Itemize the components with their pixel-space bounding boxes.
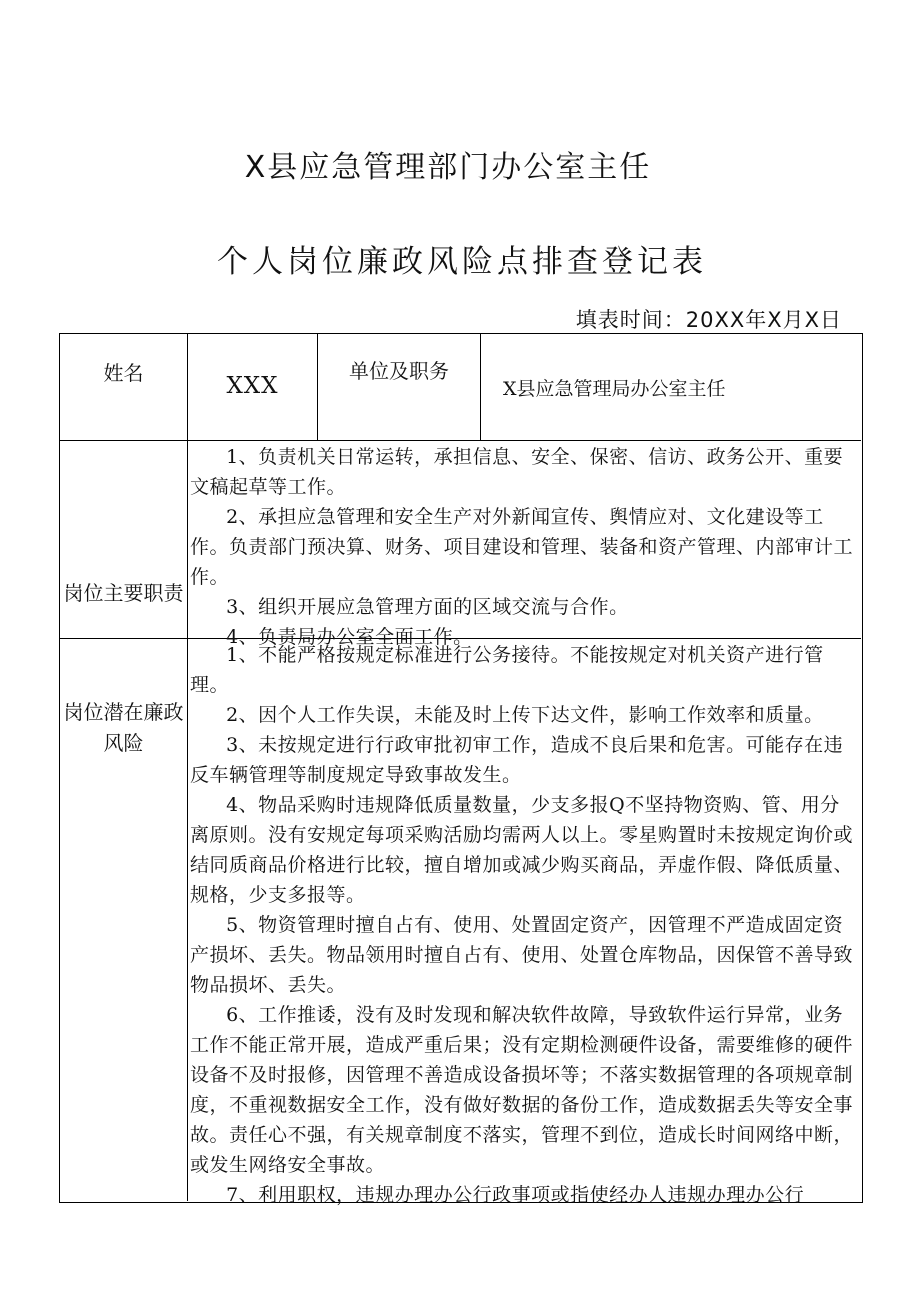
risk-item: 3、未按规定进行行政审批初审工作，造成不良后果和危害。可能存在违反车辆管理等制度规定导致事故发生。 [190, 734, 844, 786]
risks-list [190, 640, 855, 1210]
risks-label: 岗位潜在廉政风险 [63, 700, 184, 755]
duty-item: 1、负责机关日常运转，承担信息、安全、保密、信访、政务公开、重要文稿起草等工作。 [190, 446, 844, 498]
risk-item: 4、物品采购时违规降低质量数量，少支多报Q不坚持物资购、管、用分离原则。没有安规定每项采购活励均需两人以上。零星购置时未按规定询价或结同质商品价格进行比较，擅自增加或减少购买商品，弄虚作假、降低质量、规格，少支多报等。 [190, 794, 854, 906]
name-value: XXX [226, 373, 279, 399]
risk-item: 7、利用职权，违规办理办公行政事项或指使经办人违规办理办公行 [226, 1184, 805, 1206]
duties-label: 岗位主要职责 [63, 581, 184, 605]
duty-item: 4、负责局办公室全面工作。 [226, 626, 473, 648]
duty-item: 2、承担应急管理和安全生产对外新闻宣传、舆情应对、文化建设等工作。负责部门预决算、财务、项目建设和管理、装备和资产管理、内部审计工作。 [190, 506, 854, 588]
unit-label: 单位及职务 [349, 359, 449, 383]
duty-item: 3、组织开展应急管理方面的区域交流与合作。 [226, 596, 629, 618]
risk-item: 5、物资管理时擅自占有、使用、处置固定资产，因管理不严造成固定资产损坏、丢失。物品领用时擅自占有、使用、处置仓库物品，因保管不善导致物品损坏、丢失。 [190, 914, 854, 996]
risk-item: 1、不能严格按规定标准进行公务接待。不能按规定对机关资产进行管理。 [190, 644, 824, 696]
risk-item: 2、因个人工作失误，未能及时上传下达文件，影响工作效率和质量。 [226, 704, 824, 726]
unit-value: X县应急管理局办公室主任 [503, 378, 726, 400]
risk-item: 6、工作推诿，没有及时发现和解决软件故障，导致软件运行异常，业务工作不能正常开展，造成严重后果；没有定期检测硬件设备，需要维修的硬件设备不及时报修，因管理不善造成设备损坏等；不落实数据管理的各项规章制度，不重视数据安全工作，没有做好数据的备份工作，造成数据丢失等安全事故。责任心不强，有关规章制度不落实，管理不到位，造成长时间网络中断，或发生网络安全事故。 [190, 1004, 854, 1176]
title-line-2: 个人岗位廉政风险点排查登记表 [217, 244, 707, 280]
title-line-1: X县应急管理部门办公室主任 [244, 150, 652, 185]
fill-date: 填表时间：20XX年X月X日 [575, 308, 842, 332]
name-label: 姓名 [103, 361, 144, 385]
duties-list [190, 442, 855, 652]
